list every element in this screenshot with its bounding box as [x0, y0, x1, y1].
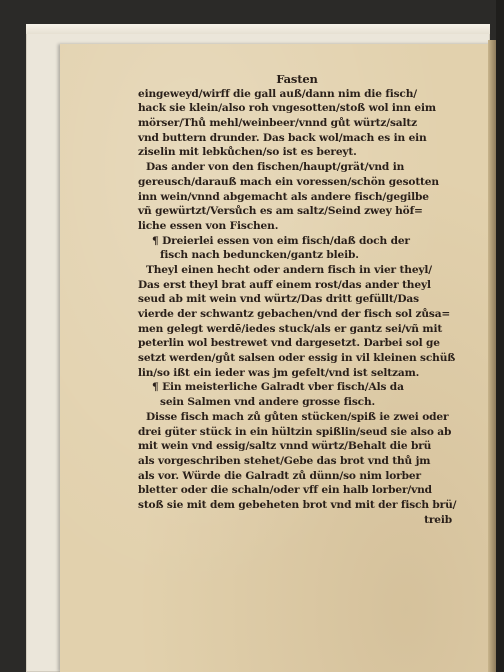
text-line: Das ander von den fischen/haupt/grät/vnd in [146, 161, 405, 174]
text-line: Theyl einen hecht oder andern fisch in vier theyl/ [146, 263, 433, 276]
text-line: setzt werden/gůt salsen oder essig in vil kleinen schüß [138, 352, 456, 365]
catchword: treib [424, 513, 452, 526]
text-line: vnd buttern drunder. Das back wol/mach es in ein [138, 131, 427, 144]
text-line: Das erst theyl brat auff einem rost/das ander theyl [138, 278, 431, 291]
text-line: inn wein/vnnd abgemacht als andere fisch/gegilbe [138, 190, 429, 203]
text-line: peterlin wol bestrewet vnd dargesetzt. Darbei sol ge [138, 337, 440, 350]
page-fore-edge [488, 40, 496, 672]
text-line: gereusch/darauß mach ein voressen/schön gesotten [138, 175, 439, 188]
text-line: drei güter stück in ein hültzin spißlin/seud sie also ab [138, 425, 452, 438]
text-line: seud ab mit wein vnd würtz/Das dritt gefüllt/Das [138, 293, 419, 306]
text-line: als vor. Würde die Galradt zů dünn/so nim lorber [138, 469, 421, 482]
page-text-block [138, 72, 456, 527]
text-line: Disse fisch mach zů gůten stücken/spiß ie zwei oder [146, 410, 449, 423]
section-heading: ¶ Dreierlei essen von eim fisch/daß doch der [152, 234, 410, 247]
text-line: mit wein vnd essig/saltz vnnd würtz/Behalt die brü [138, 440, 432, 453]
running-title: Fasten [276, 72, 318, 86]
text-line: hack sie klein/also roh vngesotten/stoß wol inn eim [138, 102, 436, 115]
text-line: stoß sie mit dem gebeheten brot vnd mit der fisch brü/ [138, 498, 457, 511]
text-line: liche essen von Fischen. [138, 219, 279, 232]
text-line: mörser/Thů mehl/weinbeer/vnnd gůt würtz/saltz [138, 117, 417, 130]
text-line: eingeweyd/wirff die gall auß/dann nim die fisch/ [138, 87, 418, 100]
section-heading: ¶ Ein meisterliche Galradt vber fisch/Als da [152, 381, 404, 394]
text-line: vñ gewürtzt/Versůch es am saltz/Seind zwey höf= [138, 205, 423, 218]
background-strip [496, 0, 504, 672]
board-top-edge [26, 24, 490, 34]
section-heading: sein Salmen vnd andere grosse fisch. [160, 396, 376, 409]
text-line: vierde der schwantz gebachen/vnd der fisch sol zůsa= [138, 308, 451, 320]
text-line: lin/so ißt ein ieder was jm gefelt/vnd ist seltzam. [138, 366, 420, 379]
text-line: ziselin mit lebkůchen/so ist es bereyt. [138, 146, 357, 159]
text-line: men gelegt werdē/iedes stuck/als er gantz sei/vñ mit [138, 322, 443, 335]
text-line: als vorgeschriben stehet/Gebe das brot vnd thů jm [138, 454, 431, 467]
text-line: bletter oder die schaln/oder vff ein halb lorber/vnd [138, 484, 432, 497]
section-heading: fisch nach beduncken/gantz bleib. [160, 249, 359, 262]
